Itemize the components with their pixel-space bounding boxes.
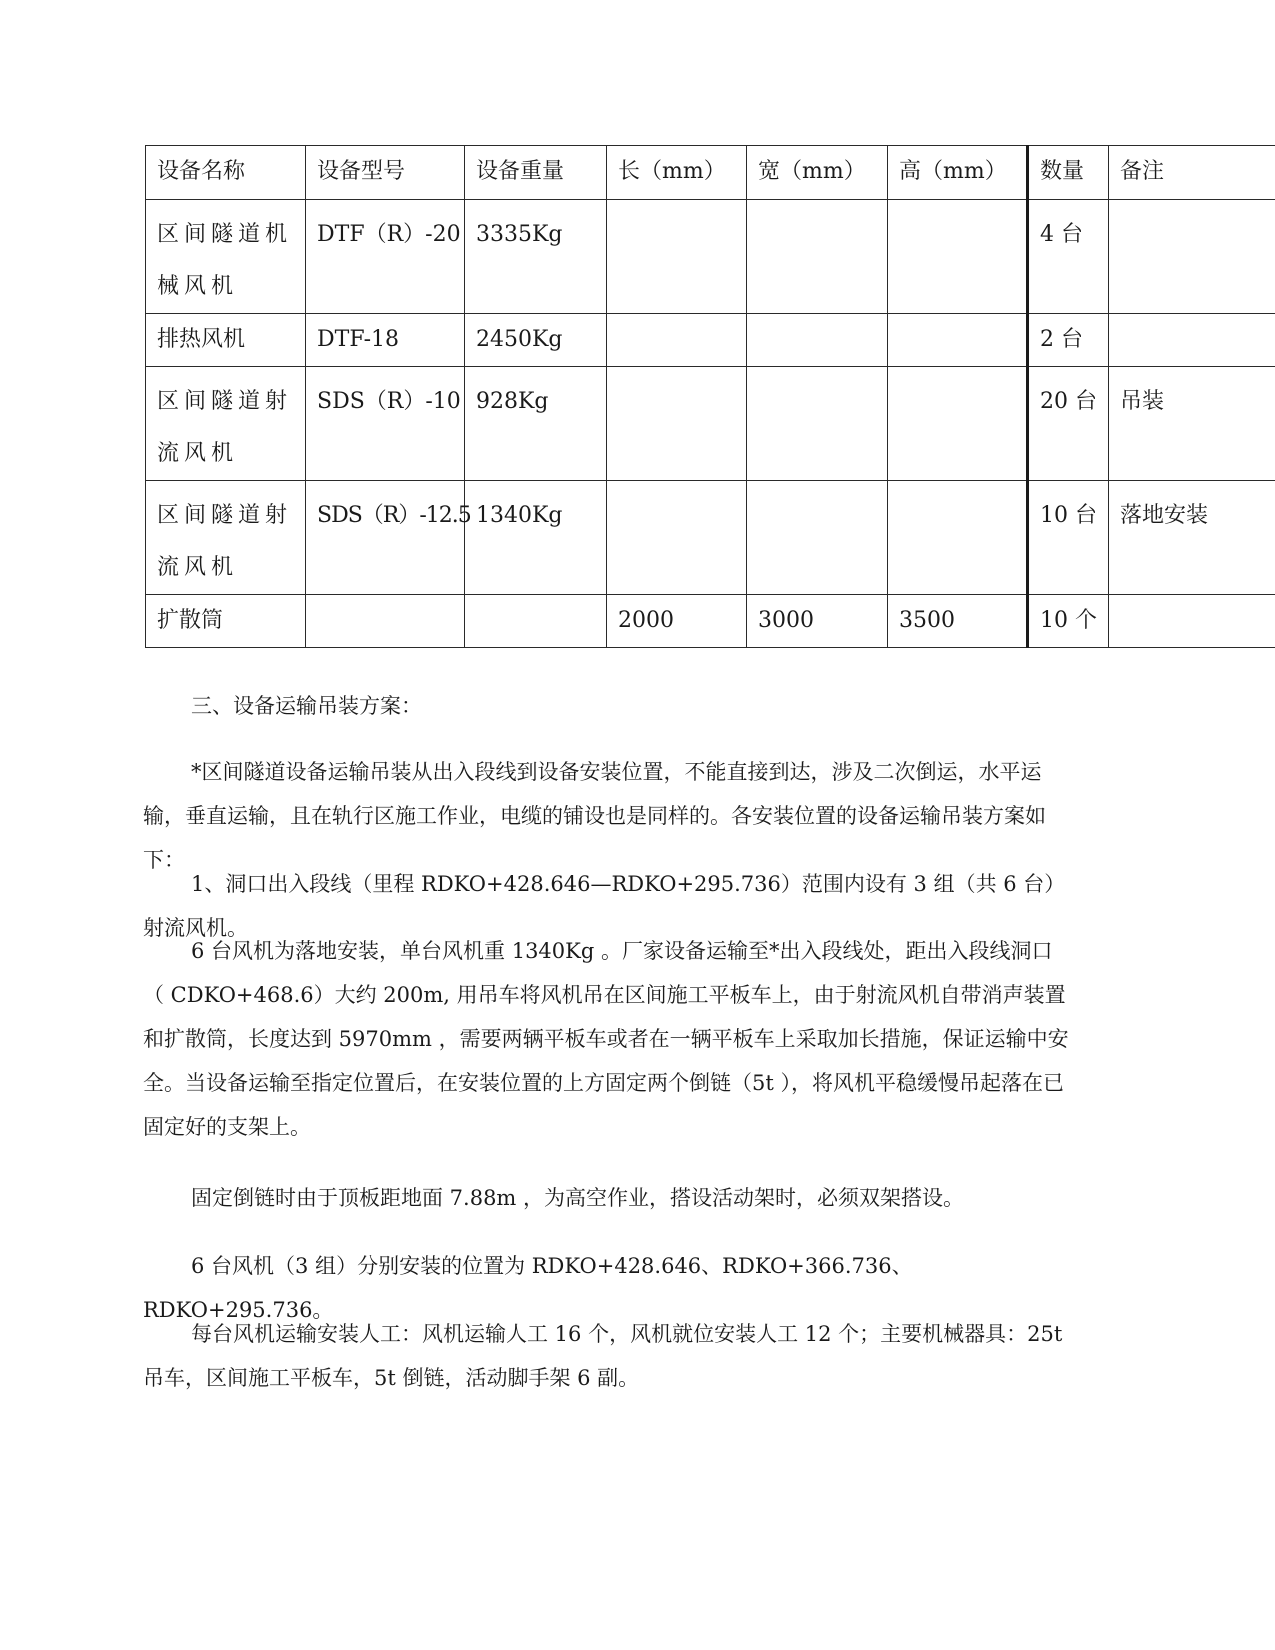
cell-remarks: 落地安装 xyxy=(1109,481,1275,595)
cell-quantity: 20 台 xyxy=(1028,367,1109,481)
cell-equipment-weight: 2450Kg xyxy=(465,314,607,367)
cell-width xyxy=(747,481,888,595)
cell-equipment-model: SDS（R）-10 xyxy=(306,367,465,481)
cell-equipment-weight: 928Kg xyxy=(465,367,607,481)
cell-quantity: 2 台 xyxy=(1028,314,1109,367)
cell-length: 2000 xyxy=(607,595,747,648)
cell-equipment-model xyxy=(306,595,465,648)
cell-equipment-model: DTF（R）-20 xyxy=(306,200,465,314)
cell-height xyxy=(888,200,1028,314)
section-heading: 三、设备运输吊装方案： xyxy=(191,694,422,718)
cell-equipment-name: 扩散筒 xyxy=(146,595,306,648)
cell-width xyxy=(747,367,888,481)
paragraph-portal-fans: 1、洞口出入段线（里程 RDKO+428.646—RDKO+295.736）范围内设有 3 组（共 6 台）射流风机。 xyxy=(143,872,1066,940)
table-row xyxy=(146,595,1275,648)
cell-equipment-weight: 3335Kg xyxy=(465,200,607,314)
cell-height xyxy=(888,314,1028,367)
cell-equipment-name: 区间隧道机械风机 xyxy=(146,200,306,314)
cell-remarks xyxy=(1109,595,1275,648)
cell-quantity: 10 个 xyxy=(1028,595,1109,648)
cell-width xyxy=(747,314,888,367)
header-remarks: 备注 xyxy=(1109,146,1275,200)
paragraph-chain-hoist: 固定倒链时由于顶板距地面 7.88m ，为高空作业，搭设活动架时，必须双架搭设。 xyxy=(191,1186,965,1210)
header-length: 长（mm） xyxy=(607,146,747,200)
cell-remarks xyxy=(1109,200,1275,314)
header-quantity: 数量 xyxy=(1028,146,1109,200)
equipment-table xyxy=(145,145,1275,648)
cell-equipment-name: 排热风机 xyxy=(146,314,306,367)
table-row xyxy=(146,481,1275,595)
cell-width xyxy=(747,200,888,314)
cell-quantity: 10 台 xyxy=(1028,481,1109,595)
header-equipment-name: 设备名称 xyxy=(146,146,306,200)
cell-equipment-name: 区间隧道射流风机 xyxy=(146,481,306,595)
cell-equipment-model: SDS（R）-12.5 xyxy=(306,481,465,595)
cell-remarks xyxy=(1109,314,1275,367)
cell-width: 3000 xyxy=(747,595,888,648)
paragraph-labor-equipment: 每台风机运输安装人工：风机运输人工 16 个，风机就位安装人工 12 个；主要机械器具：25t 吊车，区间施工平板车，5t 倒链，活动脚手架 6 副。 xyxy=(143,1322,1063,1390)
paragraph-installation-process: 6 台风机为落地安装，单台风机重 1340Kg 。厂家设备运输至*出入段线处，距出入段线洞口（ CDKO+468.6）大约 200m, 用吊车将风机吊在区间施工平板车上，由于射流风机自带消声装置和扩散筒，长度达到 5970mm ，需要两辆平板车或者在一辆平板车上采取加长措施，保证运输中安全。当设备运输至指定位置后，在安装位置的上方固定两个倒链（5t ），将风机平稳缓慢吊起落在已固定好的支架上。 xyxy=(143,939,1069,1139)
cell-height xyxy=(888,367,1028,481)
table-row xyxy=(146,367,1275,481)
paragraph-transport-overview: *区间隧道设备运输吊装从出入段线到设备安装位置，不能直接到达，涉及二次倒运，水平运输，垂直运输，且在轨行区施工作业，电缆的铺设也是同样的。各安装位置的设备运输吊装方案如下： xyxy=(143,760,1046,872)
cell-length xyxy=(607,367,747,481)
header-equipment-weight: 设备重量 xyxy=(465,146,607,200)
cell-equipment-weight: 1340Kg xyxy=(465,481,607,595)
header-equipment-model: 设备型号 xyxy=(306,146,465,200)
header-width: 宽（mm） xyxy=(747,146,888,200)
header-height: 高（mm） xyxy=(888,146,1028,200)
cell-remarks: 吊装 xyxy=(1109,367,1275,481)
cell-quantity: 4 台 xyxy=(1028,200,1109,314)
cell-equipment-model: DTF-18 xyxy=(306,314,465,367)
paragraph-install-positions: 6 台风机（3 组）分别安装的位置为 RDKO+428.646、RDKO+366.736、RDKO+295.736。 xyxy=(143,1254,913,1322)
cell-height: 3500 xyxy=(888,595,1028,648)
table-row xyxy=(146,200,1275,314)
table-header-row xyxy=(146,146,1275,200)
table-row xyxy=(146,314,1275,367)
cell-length xyxy=(607,314,747,367)
cell-height xyxy=(888,481,1028,595)
cell-equipment-name: 区间隧道射流风机 xyxy=(146,367,306,481)
cell-length xyxy=(607,481,747,595)
cell-equipment-weight xyxy=(465,595,607,648)
cell-length xyxy=(607,200,747,314)
